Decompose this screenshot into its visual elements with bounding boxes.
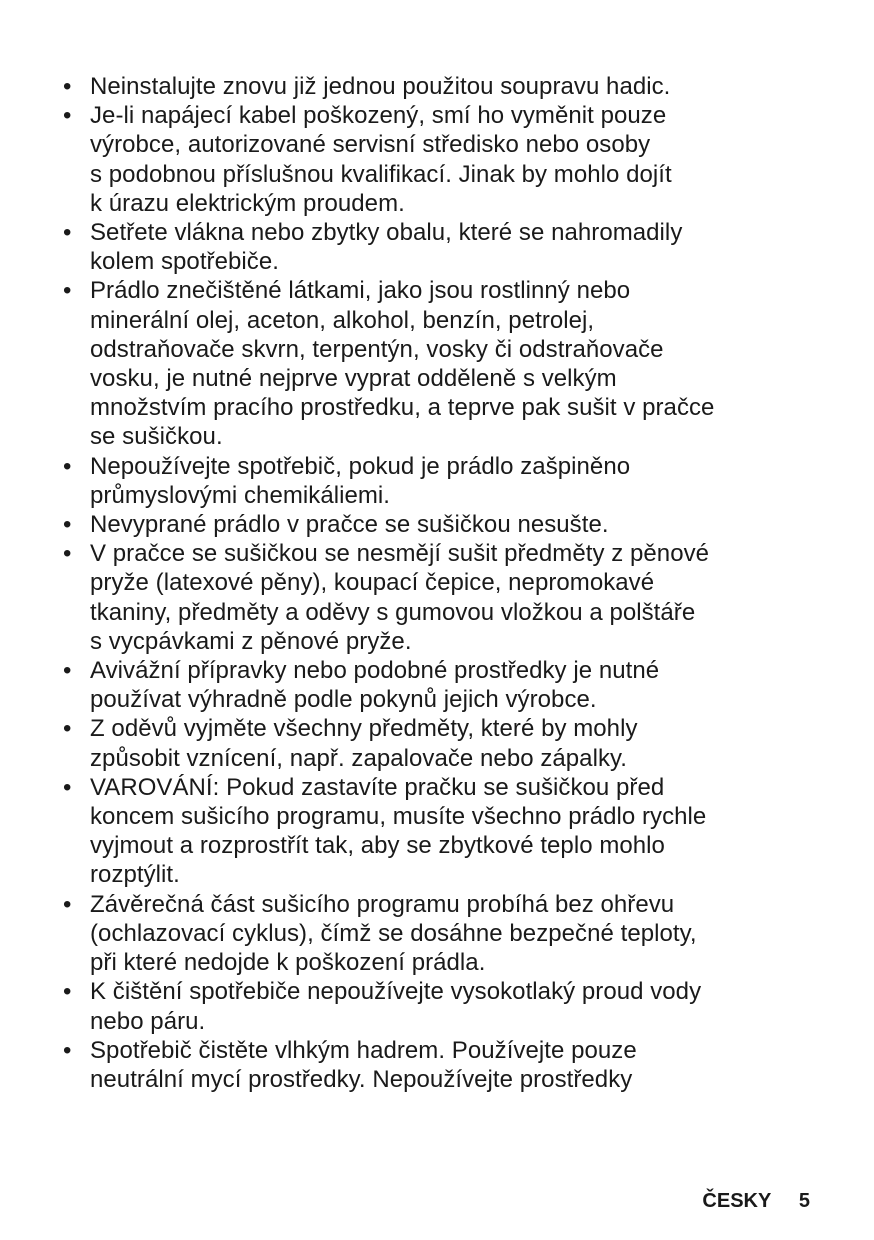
bullet-dot-icon: • — [63, 715, 72, 743]
bullet-text-line: se sušičkou. — [90, 423, 223, 451]
bullet-dot-icon: • — [63, 773, 72, 801]
bullet-text-line: VAROVÁNÍ: Pokud zastavíte pračku se sušičkou před — [90, 773, 665, 801]
bullet-text-line: minerální olej, aceton, alkohol, benzín, petrolej, — [90, 306, 595, 334]
bullet-text-line: K čištění spotřebiče nepoužívejte vysokotlaký proud vody — [90, 978, 702, 1006]
bullet-text-line: nebo páru. — [90, 1007, 206, 1035]
bullet-text-line: V pračce se sušičkou se nesmějí sušit předměty z pěnové — [90, 540, 710, 568]
bullet-text-line: používat výhradně podle pokynů jejich výrobce. — [90, 686, 597, 714]
bullet-text-line: Avivážní přípravky nebo podobné prostředky je nutné — [90, 657, 660, 685]
bullet-text-line: Je-li napájecí kabel poškozený, smí ho vyměnit pouze — [90, 102, 667, 130]
bullet-item — [63, 539, 843, 656]
bullet-item — [63, 714, 843, 772]
bullet-text-line: kolem spotřebiče. — [90, 248, 279, 276]
bullet-text-line: odstraňovače skvrn, terpentýn, vosky či odstraňovače — [90, 335, 664, 363]
bullet-text-line: Nevyprané prádlo v pračce se sušičkou nesušte. — [90, 511, 609, 539]
bullet-item — [63, 656, 843, 714]
bullet-text-line: vyjmout a rozprostřít tak, aby se zbytkové teplo mohlo — [90, 832, 665, 860]
bullet-text-line: při které nedojde k poškození prádla. — [90, 949, 486, 977]
bullet-dot-icon: • — [63, 452, 72, 480]
bullet-text-line: neutrální mycí prostředky. Nepoužívejte prostředky — [90, 1065, 633, 1093]
bullet-text-line: Neinstalujte znovu již jednou použitou soupravu hadic. — [90, 73, 671, 100]
bullet-text-line: množstvím pracího prostředku, a teprve pak sušit v pračce — [90, 394, 715, 422]
bullet-text-line: vosku, je nutné nejprve vyprat odděleně s velkým — [90, 365, 617, 393]
bullet-text-line: výrobce, autorizované servisní středisko nebo osoby — [90, 131, 651, 159]
bullet-text-line: Nepoužívejte spotřebič, pokud je prádlo zašpiněno — [90, 452, 631, 480]
bullet-dot-icon: • — [63, 978, 72, 1006]
bullet-text-line: způsobit vznícení, např. zapalovače nebo zápalky. — [90, 744, 628, 772]
safety-instructions — [63, 72, 843, 1094]
bullet-text-line: (ochlazovací cyklus), čímž se dosáhne bezpečné teploty, — [90, 919, 697, 947]
bullet-list — [63, 72, 843, 1094]
bullet-dot-icon: • — [63, 219, 72, 247]
bullet-text-line: tkaniny, předměty a oděvy s gumovou vložkou a polštáře — [90, 598, 696, 626]
page-number: 5 — [798, 1190, 810, 1212]
footer-language: ČESKY — [702, 1190, 772, 1212]
bullet-item — [63, 452, 843, 510]
bullet-dot-icon: • — [63, 1036, 72, 1064]
page-footer — [702, 1190, 810, 1213]
bullet-dot-icon: • — [63, 890, 72, 918]
bullet-text-line: pryže (latexové pěny), koupací čepice, nepromokavé — [90, 569, 655, 597]
bullet-dot-icon: • — [63, 540, 72, 568]
bullet-item — [63, 72, 843, 101]
bullet-text-line: s podobnou příslušnou kvalifikací. Jinak by mohlo dojít — [90, 160, 672, 188]
bullet-item — [63, 890, 843, 978]
bullet-text-line: Setřete vlákna nebo zbytky obalu, které se nahromadily — [90, 219, 683, 247]
bullet-text-line: Spotřebič čistěte vlhkým hadrem. Používejte pouze — [90, 1036, 637, 1064]
bullet-dot-icon: • — [63, 102, 72, 130]
bullet-text-line: s vycpávkami z pěnové pryže. — [90, 627, 412, 655]
bullet-dot-icon: • — [63, 277, 72, 305]
bullet-text-line: průmyslovými chemikáliemi. — [90, 481, 391, 509]
bullet-item — [63, 276, 843, 451]
bullet-text-line: k úrazu elektrickým proudem. — [90, 189, 405, 217]
bullet-item — [63, 977, 843, 1035]
bullet-item — [63, 101, 843, 218]
bullet-text-line: rozptýlit. — [90, 861, 180, 889]
bullet-item — [63, 510, 843, 539]
bullet-item — [63, 773, 843, 890]
bullet-text-line: koncem sušicího programu, musíte všechno prádlo rychle — [90, 803, 707, 831]
bullet-text-line: Z oděvů vyjměte všechny předměty, které by mohly — [90, 715, 638, 743]
bullet-dot-icon: • — [63, 511, 72, 539]
bullet-item — [63, 218, 843, 276]
bullet-text-line: Prádlo znečištěné látkami, jako jsou rostlinný nebo — [90, 277, 631, 305]
bullet-text-line: Závěrečná část sušicího programu probíhá bez ohřevu — [90, 890, 675, 918]
bullet-dot-icon: • — [63, 73, 72, 100]
bullet-dot-icon: • — [63, 657, 72, 685]
bullet-item — [63, 1036, 843, 1094]
